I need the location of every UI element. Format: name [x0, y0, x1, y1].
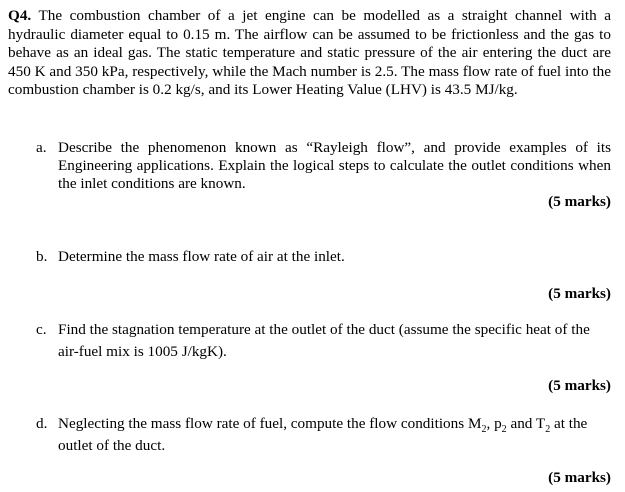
part-d-text-before: Neglecting the mass flow rate of fuel, compute the flow conditions M [58, 415, 482, 432]
part-b-letter: b. [36, 248, 48, 265]
part-c-letter: c. [36, 321, 47, 338]
part-b-text: Determine the mass flow rate of air at the inlet. [58, 248, 345, 265]
part-d [36, 413, 611, 457]
part-c-marks: (5 marks) [548, 377, 611, 394]
question-intro-paragraph [8, 7, 611, 100]
part-d-text-mid1: , p [486, 415, 502, 432]
part-b [36, 248, 611, 266]
part-a [36, 139, 611, 193]
part-d-letter: d. [36, 415, 48, 432]
part-d-text-after: at the outlet of the duct. [58, 415, 588, 454]
part-c-text: Find the stagnation temperature at the outlet of the duct (assume the specific heat of the air-fuel mix is 1005 J/kgK). [58, 321, 590, 360]
part-c [36, 319, 611, 363]
part-d-text [58, 413, 611, 457]
part-b-marks: (5 marks) [548, 285, 611, 302]
part-d-sub-t: 2 [545, 424, 551, 436]
question-intro-text: The combustion chamber of a jet engine can be modelled as a straight channel with a hydraulic diameter equal to 0.15 m. The airflow can be assumed to be frictionless and the gas to behave as an ideal gas. The static temperature and static pressure of the air entering the duct are 450 K and 350 kPa, respectively, while the Mach number is 2.5. The mass flow rate of fuel into the combustion chamber is 0.2 kg/s, and its Lower Heating Value (LHV) is 43.5 MJ/kg. [8, 7, 611, 98]
part-d-sub-p: 2 [501, 424, 507, 436]
part-d-marks: (5 marks) [548, 469, 611, 486]
question-number: Q4. [8, 7, 32, 24]
part-d-sub-m: 2 [481, 424, 487, 436]
part-a-letter: a. [36, 139, 47, 156]
part-a-text: Describe the phenomenon known as “Rayleigh flow”, and provide examples of its Engineering applications. Explain the logical steps to calculate the outlet conditions when the inlet conditions are known. [58, 139, 611, 192]
part-a-marks: (5 marks) [548, 193, 611, 210]
part-d-text-mid2: and T [506, 415, 546, 432]
